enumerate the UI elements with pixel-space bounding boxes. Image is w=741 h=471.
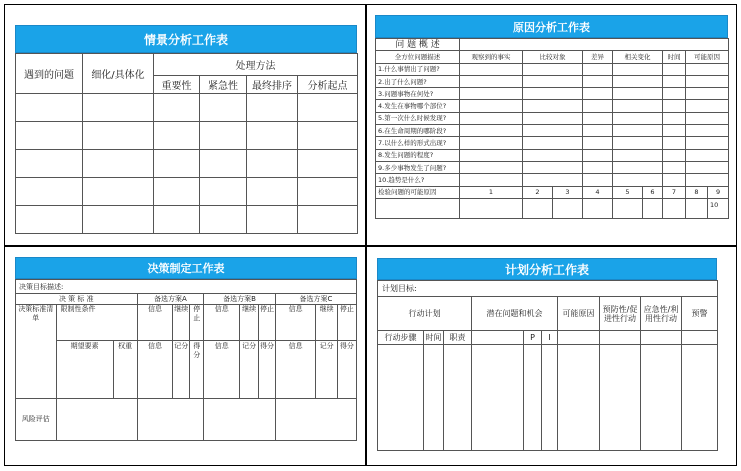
stop-b: 停止 [259,305,276,341]
info-a2: 信息 [137,341,173,399]
verify-label: 检验问题的可能原因 [376,186,460,198]
scenario-title: 情景分析工作表 [15,25,357,53]
col-ranking: 最终排序 [247,76,298,94]
cont-a: 继续 [173,305,190,341]
potential-issues: 潜在问题和机会 [472,297,558,331]
question-9: 9.多少事物发生了问题? [376,161,460,173]
table-row [16,178,358,206]
header-change: 相关变化 [613,51,663,63]
alert: 预警 [682,297,718,331]
time: 时间 [424,331,444,345]
plan-title: 计划分析工作表 [377,258,717,280]
action-plan: 行动计划 [378,297,472,331]
verify-num-4: 4 [583,186,613,198]
alt-c: 备选方案C [275,294,356,305]
table-row [16,150,358,178]
cause-title: 原因分析工作表 [375,15,728,38]
info-b2: 信息 [204,341,240,399]
question-1: 1.什么事情出了问题? [376,63,460,75]
constraint: 限制性条件 [56,305,137,341]
stop-a: 停止 [190,305,204,341]
get-score-b: 得分 [259,341,276,399]
verify-num-1: 1 [460,186,523,198]
table-row [16,206,358,234]
question-3: 3.问题事物在何处? [376,88,460,100]
col-detail: 细化/具体化 [83,54,154,94]
verify-num-2: 2 [523,186,553,198]
col-start-point: 分析起点 [298,76,358,94]
verify-num-10: 10 [710,201,719,209]
scenario-worksheet [4,4,366,246]
decision-worksheet [4,246,366,466]
question-10: 10.趋势是什么? [376,174,460,186]
score-a: 记分 [173,341,190,399]
p-label: P [524,331,542,345]
plan-table [377,280,718,451]
info-a1: 信息 [137,305,173,341]
cont-c: 继续 [316,305,337,341]
get-score-a: 得分 [190,341,204,399]
col-urgency: 紧急性 [200,76,247,94]
cause-table [375,38,729,219]
plan-worksheet [366,246,737,466]
duty: 职责 [444,331,472,345]
get-score-c: 得分 [337,341,356,399]
verify-num-9: 9 [708,186,729,198]
desired: 期望要素 [56,341,113,399]
alt-a: 备选方案A [137,294,204,305]
verify-num-6: 6 [643,186,663,198]
cont-b: 继续 [240,305,259,341]
alt-b: 备选方案B [204,294,276,305]
question-8: 8.发生问题的程度? [376,149,460,161]
header-diff: 差异 [583,51,613,63]
cause-worksheet [366,4,737,246]
verify-num-5: 5 [613,186,643,198]
std-list: 决策标准清单 [16,305,57,399]
header-facts: 观察到的事实 [460,51,523,63]
col-importance: 重要性 [154,76,200,94]
possible-causes: 可能原因 [558,297,600,331]
std-header: 决 策 标 准 [16,294,138,305]
action-steps: 行动步骤 [378,331,424,345]
question-2: 2.出了什么问题? [376,75,460,87]
risk: 风险评估 [16,399,57,441]
header-possible-cause: 可能原因 [686,51,729,63]
verify-num-3: 3 [553,186,583,198]
table-row [16,94,358,122]
weight: 权重 [113,341,137,399]
col-method: 处理方法 [154,54,358,76]
question-7: 7.以什么样的形式出现? [376,137,460,149]
verify-num-7: 7 [663,186,686,198]
question-5: 5.第一次什么时候发现? [376,112,460,124]
contingent-action: 应急性/利用性行动 [641,297,682,331]
info-c2: 信息 [275,341,316,399]
info-b1: 信息 [204,305,240,341]
verify-num-8: 8 [686,186,708,198]
header-full-desc: 全方位问题描述 [376,51,460,63]
stop-c: 停止 [337,305,356,341]
i-label: I [542,331,558,345]
header-compare: 比较对象 [523,51,583,63]
goal-desc: 决策目标描述: [16,280,357,294]
score-c: 记分 [316,341,337,399]
question-4: 4.发生在事物哪个部位? [376,100,460,112]
question-6: 6.在生命周期的哪阶段? [376,125,460,137]
preventive-action: 预防性/促进性行动 [600,297,641,331]
score-b: 记分 [240,341,259,399]
info-c1: 信息 [275,305,316,341]
decision-title: 决策制定工作表 [15,257,357,279]
problem-desc-label: 问 题 概 述 [376,39,460,51]
header-time: 时间 [663,51,686,63]
decision-table [15,279,357,441]
col-issue: 遇到的问题 [16,54,83,94]
table-row [16,122,358,150]
plan-goal: 计划目标: [378,281,718,297]
scenario-table [15,53,358,234]
